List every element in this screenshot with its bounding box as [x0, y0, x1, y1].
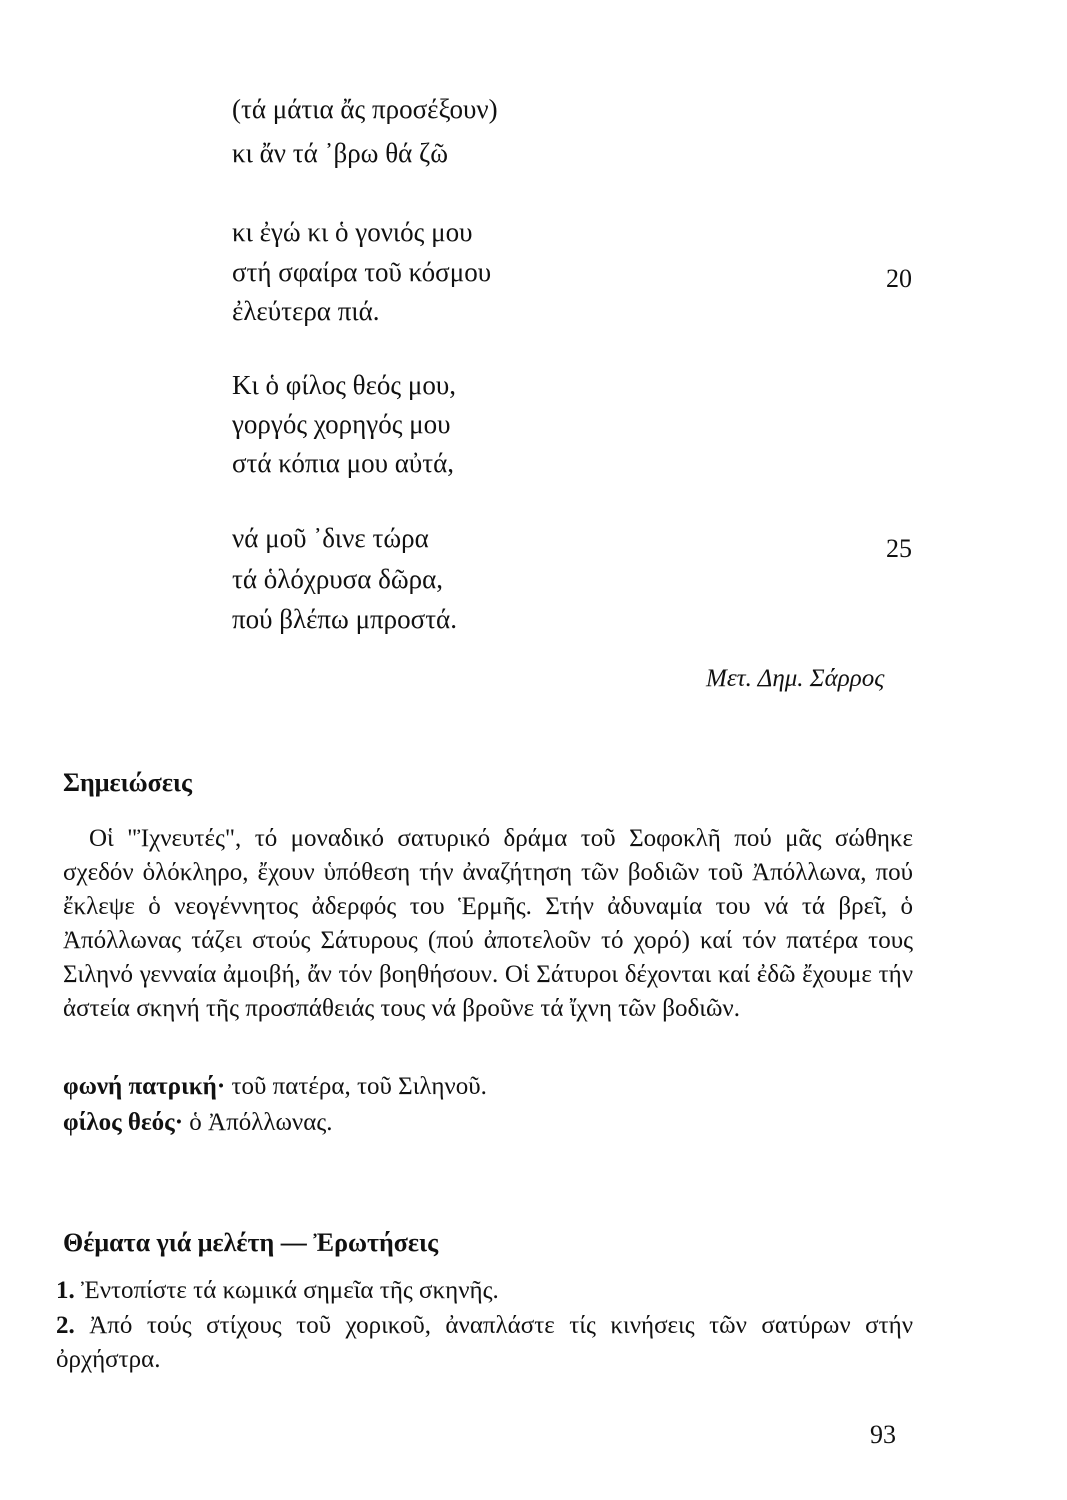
gloss-item — [63, 1106, 332, 1140]
poem-line: πού βλέπω μπροστά. — [232, 604, 457, 634]
gloss-text: τοῦ πατέρα, τοῦ Σιληνοῦ. — [225, 1073, 487, 1100]
line-number: 20 — [886, 264, 912, 293]
question-item — [56, 1274, 913, 1308]
poem-line: (τά μάτια ἄς προσέξουν) — [232, 94, 498, 124]
poem-line: κι ἐγώ κι ὁ γονιός μου — [232, 217, 473, 247]
page-number: 93 — [870, 1420, 896, 1449]
poem-line: κι ἄν τά ᾽βρω θά ζῶ — [232, 138, 448, 168]
poem-line: στή σφαίρα τοῦ κόσμου — [232, 257, 492, 287]
notes-heading: Σημειώσεις — [63, 768, 192, 797]
question-number: 1. — [56, 1277, 75, 1304]
study-heading: Θέματα γιά μελέτη — Ἐρωτήσεις — [63, 1228, 439, 1257]
poem-line: νά μοῦ ᾽δινε τώρα — [232, 523, 429, 553]
question-number: 2. — [56, 1312, 75, 1339]
gloss-item — [63, 1070, 487, 1104]
gloss-text: ὁ Ἀπόλλωνας. — [183, 1109, 333, 1136]
gloss-term: φωνή πατρική· — [63, 1073, 226, 1100]
poem-line: Κι ὁ φίλος θεός μου, — [232, 370, 456, 400]
line-number: 25 — [886, 534, 912, 563]
poem-line: γοργός χορηγός μου — [232, 409, 451, 439]
translator-credit: Μετ. Δημ. Σάρρος — [706, 665, 885, 692]
gloss-term: φίλος θεός· — [63, 1109, 184, 1136]
poem-line: τά ὁλόχρυσα δῶρα, — [232, 564, 443, 594]
notes-paragraph: Οἱ "Ἰχνευτές", τό μοναδικό σατυρικό δράμα τοῦ Σοφοκλῆ πού μᾶς σώθηκε σχεδόν ὁλόκληρο, ἔχουν ὑπόθεση τήν ἀναζήτηση τῶν βοδιῶν τοῦ Ἀπόλλωνα, πού ἔκλεψε ὁ νεογέννητος ἀδερφός του Ἑρμῆς. Στήν ἀδυναμία του νά τά βρεῖ, ὁ Ἀπόλλωνας τάζει στούς Σάτυρους (πού ἀποτελοῦν τό χορό) καί τόν πατέρα τους Σιληνό γενναία ἀμοιβή, ἄν τόν βοηθήσουν. Οἱ Σάτυροι δέχονται καί ἐδῶ ἔχουμε τήν ἀστεία σκηνή τῆς προσπάθειάς τους νά βροῦνε τά ἴχνη τῶν βοδιῶν. — [63, 825, 913, 1022]
poem-line: ἐλεύτερα πιά. — [232, 296, 380, 326]
question-text: Ἀπό τούς στίχους τοῦ χορικοῦ, ἀναπλάστε τίς κινήσεις τῶν σατύρων στήν ὀρχήστρα. — [56, 1312, 913, 1373]
question-item — [56, 1309, 913, 1377]
poem-line: στά κόπια μου αὐτά, — [232, 448, 454, 478]
question-text: Ἐντοπίστε τά κωμικά σημεῖα τῆς σκηνῆς. — [74, 1277, 499, 1304]
